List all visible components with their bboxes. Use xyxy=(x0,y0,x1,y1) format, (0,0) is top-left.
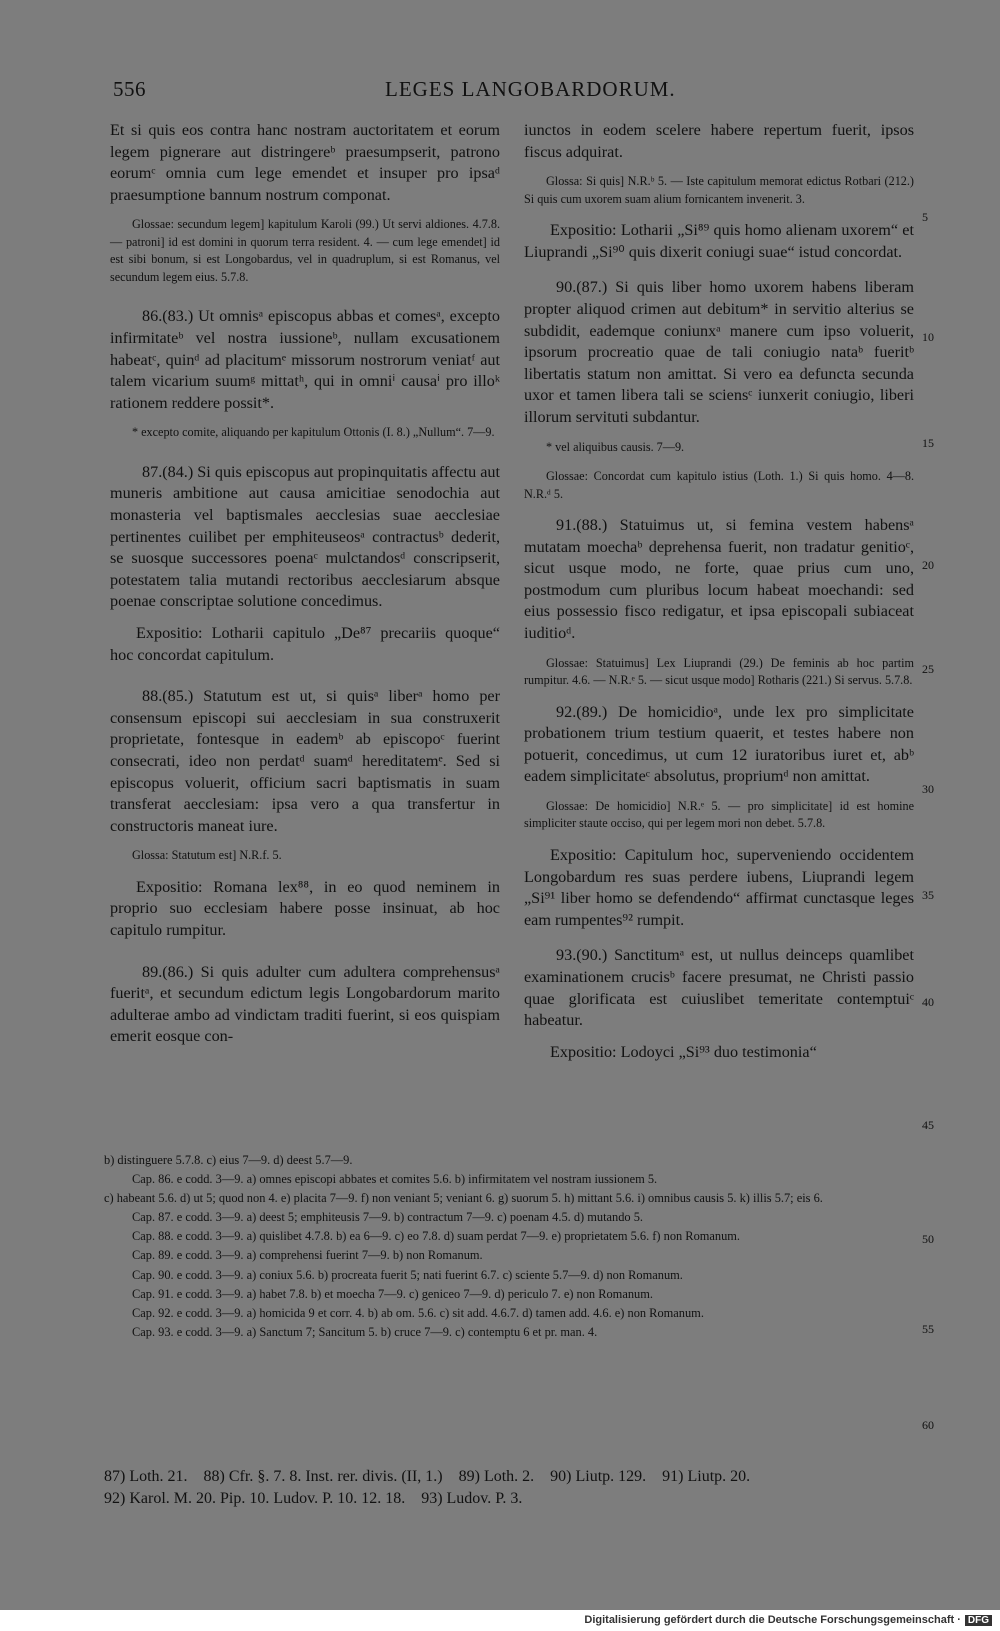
credit-text: Digitalisierung gefördert durch die Deutsche Forschungsgemeinschaft · xyxy=(584,1614,961,1626)
critical-apparatus xyxy=(104,1151,914,1342)
chapter-89: 89.(86.) Si quis adulter cum adultera comprehensusᵃ fueritᵃ, et secundum edictum legis Longobardorum marito adulterae ambo ad vindictam traditi fuerint, si eos quispiam emerit eosque con- xyxy=(110,962,500,1046)
digitization-credit xyxy=(584,1614,992,1626)
glossa: Glossa: Statutum est] N.R.f. 5. xyxy=(132,848,282,863)
footnote-line: Cap. 89. e codd. 3—9. a) comprehensi fuerint 7—9. b) non Romanum. xyxy=(132,1248,483,1263)
line-number: 25 xyxy=(922,662,934,676)
chapter-91: 91.(88.) Statuimus ut, si femina vestem habensᵃ mutatam moechaᵇ deprehensa fuerit, non tradatur genitioᶜ, sicut usque modo, ne forte, quae prius cum uno, postmodum cum pluribus locum habeat moechandi: sed eius possessio fisco redigatur, et ipsa episcopali subiaceat iuditioᵈ. xyxy=(524,516,914,642)
footnote-line: Cap. 90. e codd. 3—9. a) coniux 5.6. b) procreata fuerit 5; nati fuerint 6.7. c) sciente 5.7—9. d) non Romanum. xyxy=(132,1267,683,1282)
chapter-92: 92.(89.) De homicidioᵃ, unde lex pro simplicitate probationem trium testium quaerit, et testes habere non potuerit, concedimus, ut cum 12 iuratoribus iuret et, abᵇ eadem simplicitateᶜ absolutus, propriumᵈ non amittat. xyxy=(524,702,914,786)
dfg-logo: DFG xyxy=(965,1615,992,1626)
running-title: LEGES LANGOBARDORUM. xyxy=(385,77,676,101)
line-number: 50 xyxy=(922,1232,934,1246)
footnote-line: Cap. 86. e codd. 3—9. a) omnes episcopi abbates et comites 5.6. b) infirmitatem vel nostram iussionem 5. xyxy=(132,1172,658,1187)
note: * excepto comite, aliquando per kapitulum Ottonis (I. 8.) „Nullum“. 7—9. xyxy=(132,425,495,440)
footnote-line: Cap. 88. e codd. 3—9. a) quislibet 4.7.8. b) ea 6—9. c) eo 7.8. d) suam perdat 7—9. e) proprietatem 5.6. f) non Romanum. xyxy=(132,1229,741,1244)
glossa: Glossae: De homicidio] N.R.ᵉ 5. — pro simplicitate] id est homine simpliciter staute occiso, qui per legem mori non debet. 5.7.8. xyxy=(524,798,914,831)
reference-line: 87) Loth. 21. 88) Cfr. §. 7. 8. Inst. rer. divis. (II, 1.) 89) Loth. 2. 90) Liutp. 129. 91) Liutp. 20. xyxy=(104,1468,751,1485)
chapter-90: 90.(87.) Si quis liber homo uxorem habens liberam propter aliquod crimen aut debitum* in servitio alterius se subdidit, eademque coniunxᵃ manere cum ipso voluerit, ipsorum procreatio quae de tali coniugio nataᵇ fueritᵇ libertatis statum non amittat. Si vero ea defuncta secunda uxor et tamen libera tali se sciensᶜ iunxerit coniugio, liberi illorum servituti subdantur. xyxy=(524,278,914,426)
glossa: Glossa: Si quis] N.R.ᵇ 5. — Iste capitulum memorat edictus Rotbari (212.) Si quis cum uxorem suam alium fornicantem invenerit. 3. xyxy=(524,174,914,206)
footnote-line: b) distinguere 5.7.8. c) eius 7—9. d) deest 5.7—9. xyxy=(104,1153,353,1167)
line-number: 15 xyxy=(922,436,934,450)
right-column xyxy=(524,120,914,1077)
line-number: 40 xyxy=(922,995,934,1009)
chapter-93: 93.(90.) Sanctitumᵃ est, ut nullus deinceps quamlibet examinationem crucisᵇ facere presumat, ne Christi passio quae glorificata est cuiuslibet temeritate contemptuiᶜ habeatur. xyxy=(524,946,914,1030)
chapter-88: 88.(85.) Statutum est ut, si quisᵃ liberᵃ homo per consensum episcopi sui aecclesiam in sua construxerit proprietate, fontesque in eademᵇ ab episcopoᶜ fuerint consecrati, ideo non perdatᵈ suamᵈ hereditatemᵉ. Sed si episcopus voluerit, officium sacri baptismatis in suam transferat aecclesiam: ipsa vero a qua transfertur in constructoris maneat iure. xyxy=(110,687,500,835)
line-number: 55 xyxy=(922,1322,934,1336)
footnote-line: Cap. 93. e codd. 3—9. a) Sanctum 7; Sancitum 5. b) cruce 7—9. c) contemptu 6 et pr. man. 4. xyxy=(132,1324,598,1339)
glossa: Glossae: Statuimus] Lex Liuprandi (29.) De feminis ab hoc partim rumpitur. 4.6. — N.R.ᵉ 5. — sicut usque modo] Rotharis (221.) Si servus. 5.7.8. xyxy=(524,655,914,688)
source-references xyxy=(104,1466,914,1510)
line-number: 10 xyxy=(922,330,934,344)
chapter-86: 86.(83.) Ut omnisᵃ episcopus abbas et comesᵃ, excepto infirmitateᵇ vel nostra iussioneᵇ, nullam excusationem habeatᶜ, quinᵈ ad placitumᵉ missorum nostrorum veniatᶠ aut talem vicarium suumᵍ mittatʰ, qui in omniⁱ causaⁱ pro illoᵏ rationem reddere possit*. xyxy=(110,307,500,412)
line-number: 45 xyxy=(922,1118,934,1132)
note: * vel aliquibus causis. 7—9. xyxy=(546,439,685,454)
expositio: Expositio: Lotharii „Si⁸⁹ quis homo alienam uxorem“ et Liuprandi „Si⁹⁰ quis dixerit coniugi suae“ istud concordat. xyxy=(524,221,914,261)
line-number: 5 xyxy=(922,210,928,224)
paragraph: Et si quis eos contra hanc nostram auctoritatem et eorum legem pignerare aut distringereᵇ praesumpserit, patrono eorumᶜ omnia cum lege emendet et insuper pro ipsaᵈ praesumptione bannum nostrum componat. xyxy=(110,121,500,204)
paragraph: iunctos in eodem scelere habere repertum fuerit, ipsos fiscus adquirat. xyxy=(524,121,914,161)
reference-line: 92) Karol. M. 20. Pip. 10. Ludov. P. 10. 12. 18. 93) Ludov. P. 3. xyxy=(104,1490,523,1507)
line-number: 20 xyxy=(922,558,934,572)
footnote-line: Cap. 87. e codd. 3—9. a) deest 5; emphiteusis 7—9. b) contractum 7—9. c) poenam 4.5. d) mutando 5. xyxy=(132,1210,644,1225)
line-number: 35 xyxy=(922,888,934,902)
expositio: Expositio: Lodoyci „Si⁹³ duo testimonia“ xyxy=(550,1042,817,1061)
line-number: 60 xyxy=(922,1418,934,1432)
line-number: 30 xyxy=(922,782,934,796)
expositio: Expositio: Capitulum hoc, superveniendo occidentem Longobardum res suas perdere iubens, Liuprandi legem „Si⁹¹ liber homo se defendendo“ affirmat cunctasque leges eam rumpentes⁹² rumpit. xyxy=(524,845,914,929)
footnote-line: Cap. 91. e codd. 3—9. a) habet 7.8. b) et moecha 7—9. c) geniceo 7—9. d) periculo 7. e) non Romanum. xyxy=(132,1286,653,1301)
expositio: Expositio: Lotharii capitulo „De⁸⁷ precariis quoque“ hoc concordat capitulum. xyxy=(110,624,500,664)
glossa: Glossae: Concordat cum kapitulo istius (Loth. 1.) Si quis homo. 4—8. N.R.ᵈ 5. xyxy=(524,469,914,501)
expositio: Expositio: Romana lex⁸⁸, in eo quod neminem in proprio suo ecclesiam habere posse insinuat, ab hoc capitulo rumpitur. xyxy=(110,877,500,940)
page-number: 556 xyxy=(113,77,146,101)
glossa: Glossae: secundum legem] kapitulum Karoli (99.) Ut servi aldiones. 4.7.8. — patroni] id est domini in quorum terra resident. 4. — cum lege emendet] id est sibi bonum, si est Longobardus, vel in quadruplum, si est Romanus, vel secundum legem eius. 5.7.8. xyxy=(110,217,500,284)
footnote-line: Cap. 92. e codd. 3—9. a) homicida 9 et corr. 4. b) ab om. 5.6. c) sit add. 4.6.7. d) tamen add. 4.6. e) non Romanum. xyxy=(132,1305,704,1320)
footnote-line: c) habeant 5.6. d) ut 5; quod non 4. e) placita 7—9. f) non veniant 5; veniant 6. g) suorum 5. h) mittant 5.6. i) omnibus causis 5. k) illis 5.7; eis 6. xyxy=(104,1191,823,1206)
chapter-87: 87.(84.) Si quis episcopus aut propinquitatis affectu aut muneris ambitione aut causa amicitiae senodochia aut monasteria vel baptismales aecclesias suae aecclesiae pertinentes cuilibet per emphiteuseosᵃ contractusᵇ dederit, se suosque successores poenaᶜ mulctandosᵈ conscripserit, potestatem talia mutandi rectoribus aecclesiarum absque poenae conscriptae solutione concedimus. xyxy=(110,462,501,611)
left-column xyxy=(110,120,500,1058)
